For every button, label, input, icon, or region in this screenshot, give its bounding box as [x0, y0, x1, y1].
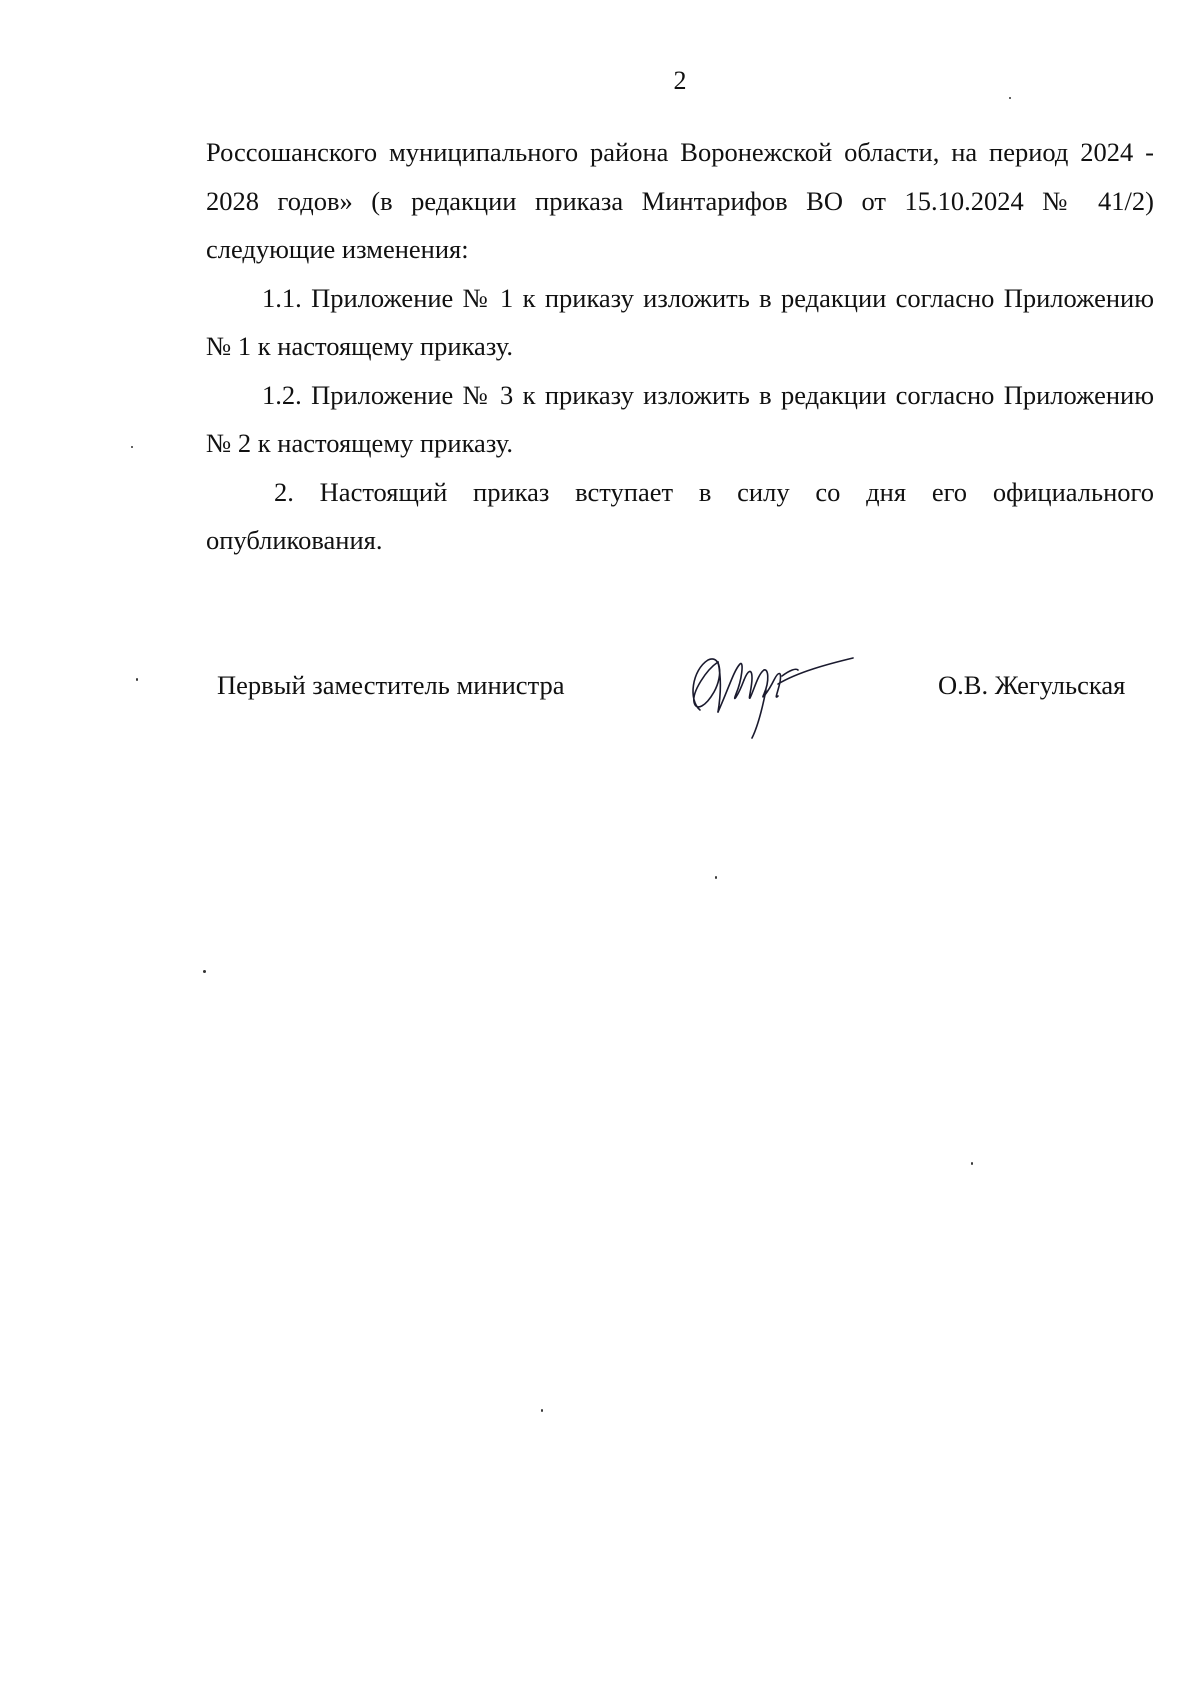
scan-speck	[136, 678, 138, 681]
document-body	[206, 128, 1154, 565]
item-1-1: 1.1. Приложение № 1 к приказу изложить в редакции согласно Приложению № 1 к настоящему приказу.	[206, 282, 1154, 361]
scan-speck	[541, 1409, 543, 1412]
scan-speck	[971, 1162, 973, 1165]
scan-speck	[715, 876, 717, 879]
scan-speck	[1009, 97, 1011, 99]
signatory-name: О.В. Жегульская	[938, 670, 1126, 700]
item-2: 2. Настоящий приказ вступает в силу со дня его официального опубликования.	[206, 476, 1154, 555]
handwritten-signature-icon	[678, 640, 858, 740]
paragraph-intro: Россошанского муниципального района Воронежской области, на период 2024 - 2028 годов» (в редакции приказа Минтарифов ВО от 15.10.2024 № 41/2) следующие изменения:	[206, 137, 1154, 264]
page-number: 2	[673, 66, 687, 95]
signatory-position: Первый заместитель министра	[217, 670, 565, 700]
item-1-2: 1.2. Приложение № 3 к приказу изложить в редакции согласно Приложению № 2 к настоящему приказу.	[206, 379, 1154, 458]
scan-speck	[131, 446, 133, 448]
scan-speck	[203, 970, 206, 973]
